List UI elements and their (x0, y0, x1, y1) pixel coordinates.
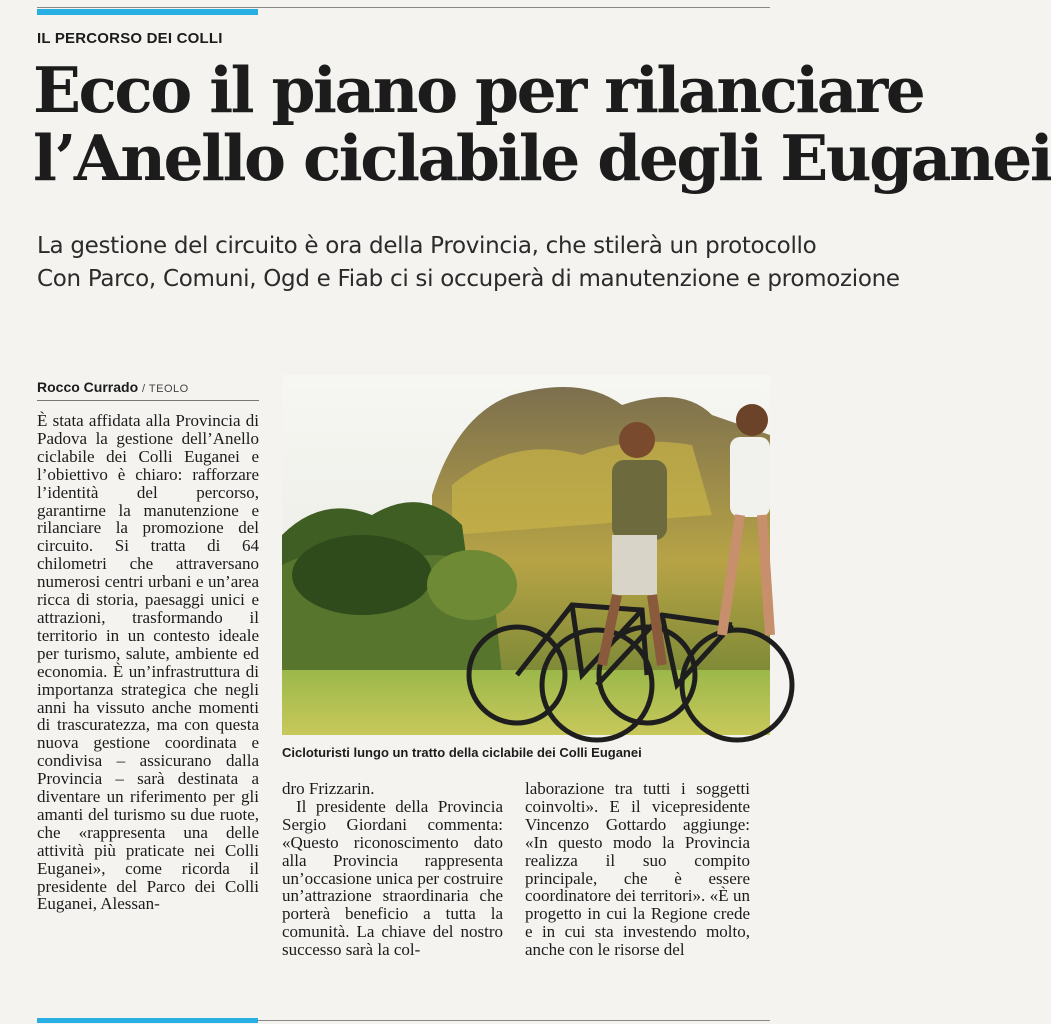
headline-line-1: Ecco il piano per rilanciare (33, 53, 924, 127)
byline (37, 379, 189, 395)
paragraph: laborazione tra tutti i soggetti coinvolti». E il vicepresidente Vincenzo Gottardo aggiunge: «In questo modo la Provincia realizza il suo compito principale, che è essere coordinatore dei territori». «È un progetto in cui la Regione crede e in cui sta investendo molto, anche con le risorse del (525, 779, 750, 960)
subheadline-line-1: La gestione del circuito è ora della Provincia, che stilerà un protocollo (37, 233, 817, 259)
dateline-place: / TEOLO (142, 383, 189, 395)
kicker: IL PERCORSO DEI COLLI (37, 30, 223, 47)
photo-caption: Cicloturisti lungo un tratto della ciclabile dei Colli Euganei (282, 745, 642, 760)
paragraph: dro Frizzarin. (282, 779, 375, 798)
section-accent-bar (37, 9, 258, 15)
text-column-2 (282, 780, 503, 959)
text-column-1 (37, 412, 259, 913)
subheadline-line-2: Con Parco, Comuni, Ogd e Fiab ci si occuperà di manutenzione e promozione (37, 266, 900, 292)
subheadline (37, 230, 900, 296)
headline (33, 53, 1051, 195)
bottom-accent-bar (37, 1018, 258, 1023)
top-rule (37, 7, 770, 8)
byline-rule (37, 400, 259, 401)
cyclists-photo-illustration (282, 375, 770, 735)
text-column-3 (525, 780, 750, 959)
paragraph: Il presidente della Provincia Sergio Giordani commenta: «Questo riconoscimento dato alla Provincia rappresenta un’occasione unica per costruire un’attrazione straordinaria che porterà beneficio a tutta la comunità. La chiave del nostro successo sarà la col- (282, 796, 503, 960)
headline-line-2: l’Anello ciclabile degli Euganei (33, 121, 1051, 195)
paragraph: È stata affidata alla Provincia di Padova la gestione dell’Anello ciclabile dei Colli Euganei e l’obiettivo è chiaro: rafforzare l’identità del percorso, garantirne la manutenzione e rilanciare la promozione del circuito. Si tratta di 64 chilometri che attraversano numerosi centri urbani e un’area ricca di storia, paesaggi unici e attrazioni, trasformando il territorio in un contesto ideale per turismo, salute, ambiente ed economia. È un’infrastruttura di importanza strategica che negli anni ha vissuto anche momenti di trascuratezza, ma con questa nuova gestione coordinata e condivisa – assicurano dalla Provincia – sarà destinata a diventare un riferimento per gli amanti del turismo su due ruote, che «rappresenta una delle attività più praticate nei Colli Euganei», come ricorda il presidente del Parco dei Colli Euganei, Alessan- (37, 411, 259, 914)
author-name: Rocco Currado (37, 379, 139, 395)
article-photo (282, 375, 770, 735)
